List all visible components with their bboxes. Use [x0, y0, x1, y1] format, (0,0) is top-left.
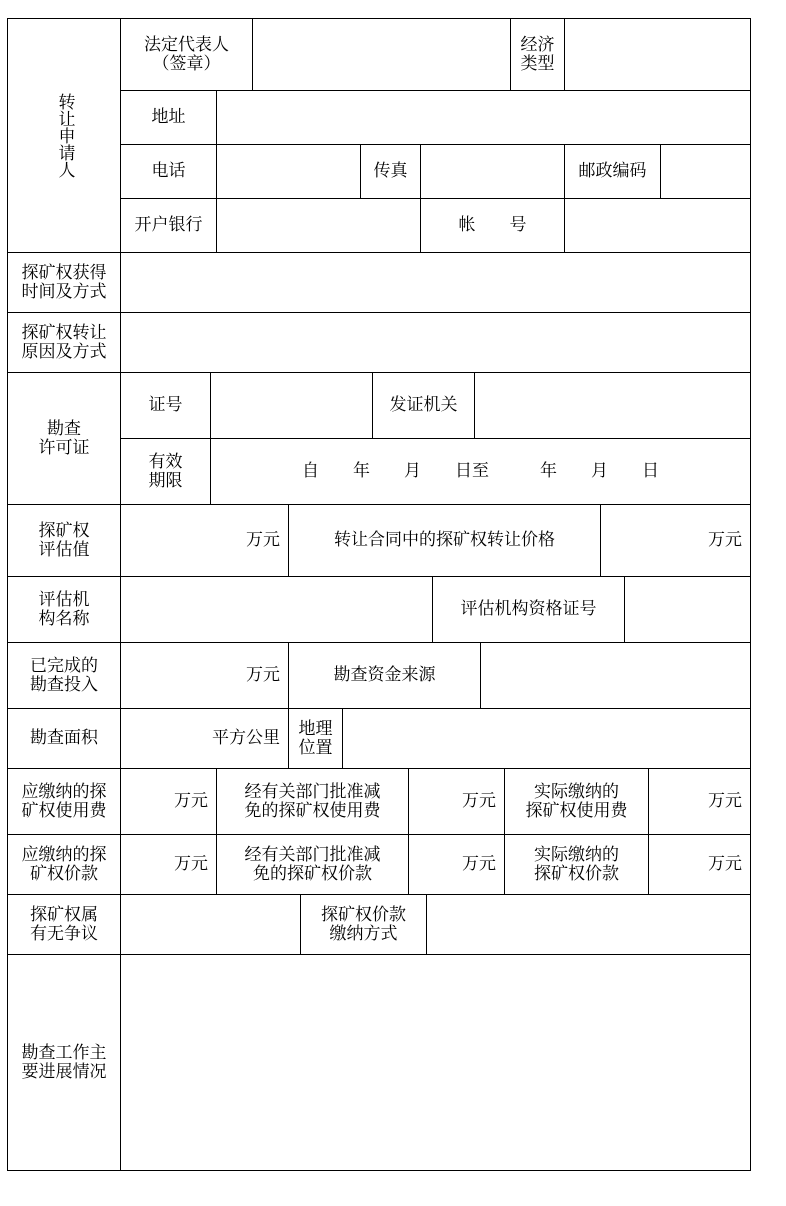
use-fee-due-label: 应缴纳的探 矿权使用费 [21, 781, 107, 821]
eval-org-label: 评估机 构名称 [38, 589, 90, 629]
price-reduced-unit[interactable]: 万元 [462, 854, 496, 874]
area-label: 勘查面积 [30, 728, 98, 748]
legal-rep-field[interactable] [253, 19, 510, 90]
transfer-reason-label: 探矿权转让 原因及方式 [21, 322, 107, 362]
postcode-field[interactable] [661, 145, 750, 198]
geo-pos-label: 地理 位置 [298, 718, 333, 758]
cert-no-label: 证号 [148, 395, 183, 415]
account-field[interactable] [565, 199, 750, 252]
price-reduced-label: 经有关部门批准减 免的探矿权价款 [244, 844, 381, 884]
progress-label: 勘查工作主 要进展情况 [21, 1042, 107, 1082]
contract-price-label: 转让合同中的探矿权转让价格 [334, 530, 555, 550]
eval-value-label: 探矿权 评估值 [38, 520, 90, 560]
fax-label: 传真 [373, 161, 408, 181]
area-unit[interactable]: 平方公里 [212, 728, 280, 748]
phone-label: 电话 [151, 161, 186, 181]
dispute-field[interactable] [121, 895, 300, 954]
geo-pos-field[interactable] [343, 709, 750, 768]
use-fee-actual-unit[interactable]: 万元 [708, 791, 742, 811]
econ-type-label: 经济 类型 [520, 34, 555, 74]
fund-source-field[interactable] [481, 643, 750, 708]
use-fee-actual-label: 实际缴纳的 探矿权使用费 [525, 781, 628, 821]
use-fee-due-unit[interactable]: 万元 [174, 791, 208, 811]
phone-field[interactable] [217, 145, 360, 198]
address-label: 地址 [151, 107, 186, 127]
payment-method-label: 探矿权价款 缴纳方式 [321, 904, 406, 944]
use-fee-reduced-label: 经有关部门批准减 免的探矿权使用费 [244, 781, 381, 821]
price-due-unit[interactable]: 万元 [174, 854, 208, 874]
transferor-text: 转让申请人 [54, 93, 75, 178]
eval-org-field[interactable] [121, 577, 432, 642]
acquire-time-field[interactable] [121, 253, 750, 312]
bank-field[interactable] [217, 199, 420, 252]
postcode-label: 邮政编码 [578, 161, 647, 181]
permit-label: 勘查 许可证 [38, 418, 90, 458]
contract-price-unit[interactable]: 万元 [708, 530, 742, 550]
cert-no-field[interactable] [211, 373, 372, 438]
payment-method-field[interactable] [427, 895, 750, 954]
use-fee-reduced-unit[interactable]: 万元 [462, 791, 496, 811]
issuer-label: 发证机关 [389, 395, 458, 415]
progress-field[interactable] [121, 955, 750, 1170]
transferor-label [8, 19, 120, 252]
eval-cert-field[interactable] [625, 577, 750, 642]
legal-rep-label: 法定代表人 （签章） [144, 34, 229, 74]
bank-label: 开户银行 [134, 215, 203, 235]
fax-field[interactable] [421, 145, 564, 198]
account-label: 帐 号 [458, 215, 527, 235]
address-field[interactable] [217, 91, 750, 144]
price-due-label: 应缴纳的探 矿权价款 [21, 844, 107, 884]
invested-label: 已完成的 勘查投入 [30, 655, 98, 695]
fund-source-label: 勘查资金来源 [333, 665, 436, 685]
eval-value-unit[interactable]: 万元 [246, 530, 280, 550]
eval-cert-label: 评估机构资格证号 [460, 599, 597, 619]
price-actual-unit[interactable]: 万元 [708, 854, 742, 874]
transfer-reason-field[interactable] [121, 313, 750, 372]
validity-period[interactable]: 自 年 月 日至 年 月 日 [302, 461, 659, 481]
border-bottom [7, 1170, 751, 1171]
price-actual-label: 实际缴纳的 探矿权价款 [534, 844, 619, 884]
invested-unit[interactable]: 万元 [246, 665, 280, 685]
acquire-time-label: 探矿权获得 时间及方式 [21, 262, 107, 302]
econ-type-field[interactable] [565, 19, 750, 90]
validity-label: 有效 期限 [148, 451, 183, 491]
dispute-label: 探矿权属 有无争议 [30, 904, 98, 944]
issuer-field[interactable] [475, 373, 750, 438]
border-right [750, 18, 751, 1171]
